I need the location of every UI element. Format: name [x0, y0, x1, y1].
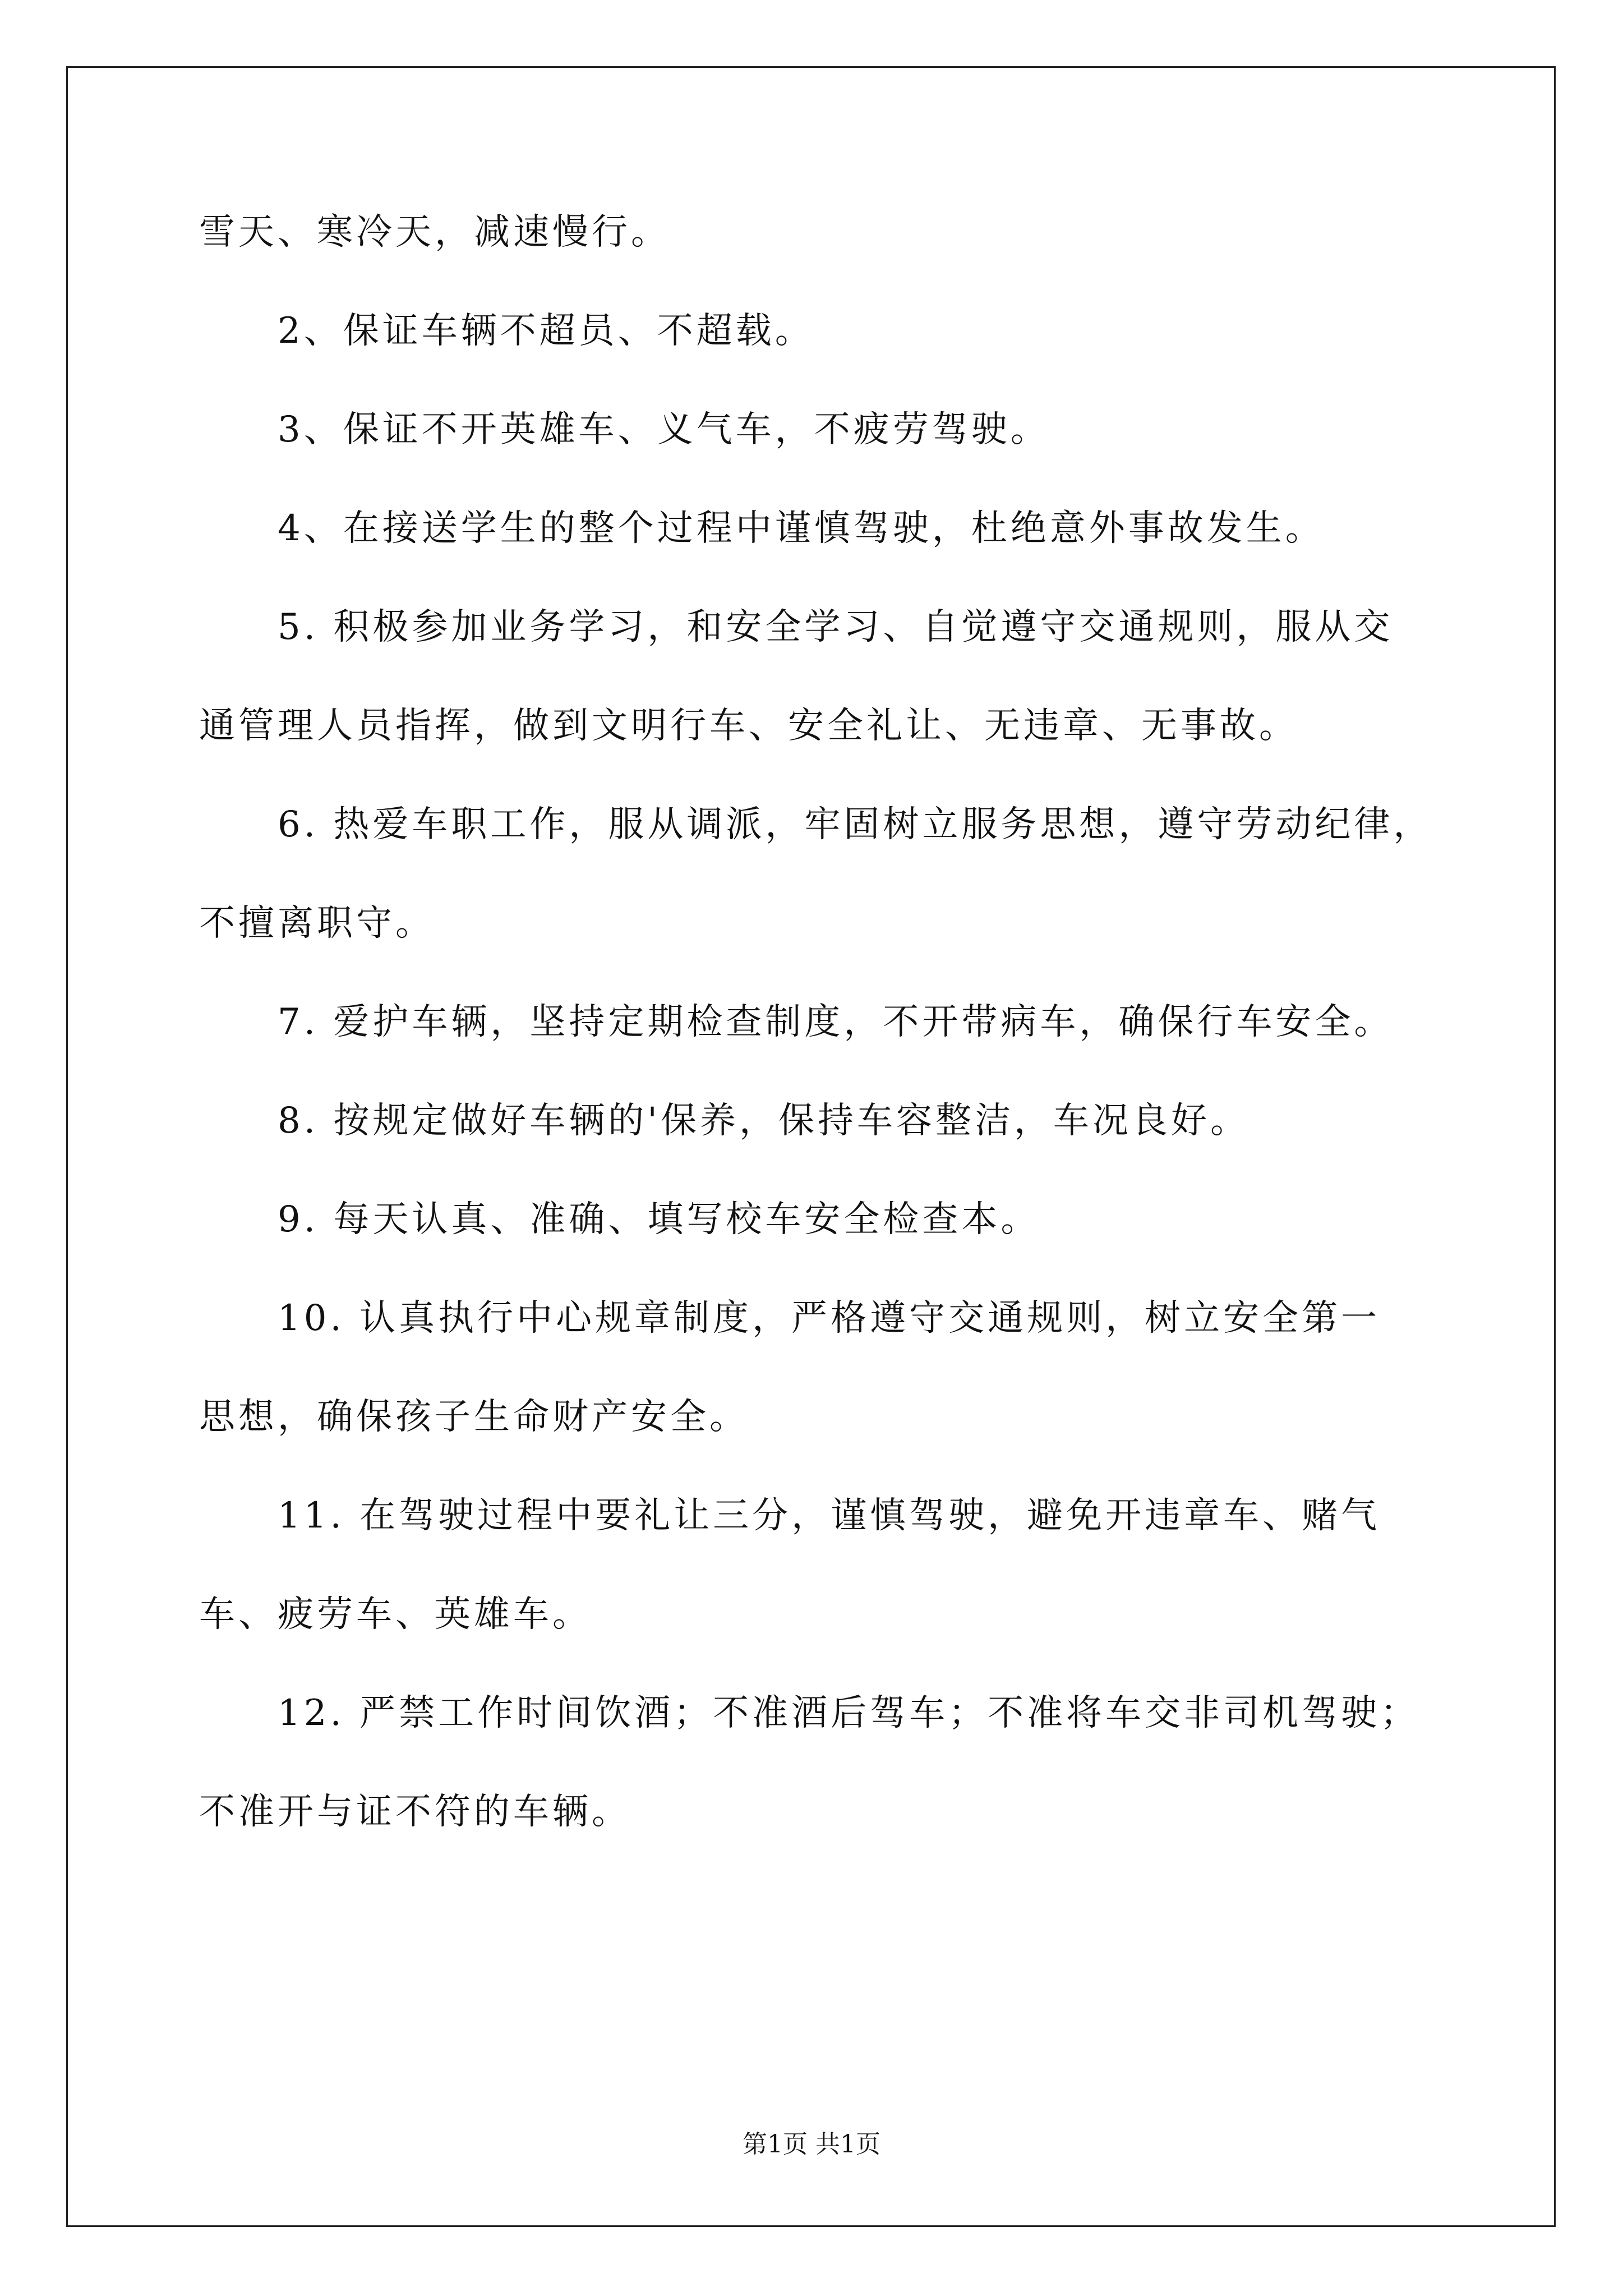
- list-item: 6. 热爱车职工作，服从调派，牢固树立服务思想，遵守劳动纪律，: [278, 804, 1433, 845]
- list-item: 8. 按规定做好车辆的'保养，保持车容整洁，车况良好。: [278, 1100, 1249, 1142]
- page-border: [66, 66, 1556, 2227]
- list-item: 3、保证不开英雄车、义气车，不疲劳驾驶。: [278, 409, 1050, 450]
- list-item: 7. 爱护车辆，坚持定期检查制度，不开带病车，确保行车安全。: [278, 1001, 1394, 1043]
- page-footer: 第1页 共1页: [743, 2130, 880, 2159]
- list-item: 11. 在驾驶过程中要礼让三分，谨慎驾驶，避免开违章车、赌气: [278, 1495, 1381, 1536]
- list-item: 12. 严禁工作时间饮酒；不准酒后驾车；不准将车交非司机驾驶；: [278, 1692, 1420, 1734]
- list-item: 2、保证车辆不超员、不超载。: [278, 310, 814, 352]
- list-item: 5. 积极参加业务学习，和安全学习、自觉遵守交通规则，服从交: [278, 606, 1394, 648]
- list-item: 10. 认真执行中心规章制度，严格遵守交通规则，树立安全第一: [278, 1297, 1381, 1339]
- text-line: 车、疲劳车、英雄车。: [199, 1594, 592, 1635]
- text-line: 不准开与证不符的车辆。: [199, 1791, 631, 1833]
- list-item: 4、在接送学生的整个过程中谨慎驾驶，杜绝意外事故发生。: [278, 508, 1325, 549]
- list-item: 9. 每天认真、准确、填写校车安全检查本。: [278, 1199, 1040, 1240]
- text-line: 通管理人员指挥，做到文明行车、安全礼让、无违章、无事故。: [199, 705, 1298, 747]
- text-line: 不擅离职守。: [199, 903, 435, 944]
- text-line: 雪天、寒冷天，减速慢行。: [199, 211, 670, 253]
- text-line: 思想，确保孩子生命财产安全。: [199, 1396, 749, 1438]
